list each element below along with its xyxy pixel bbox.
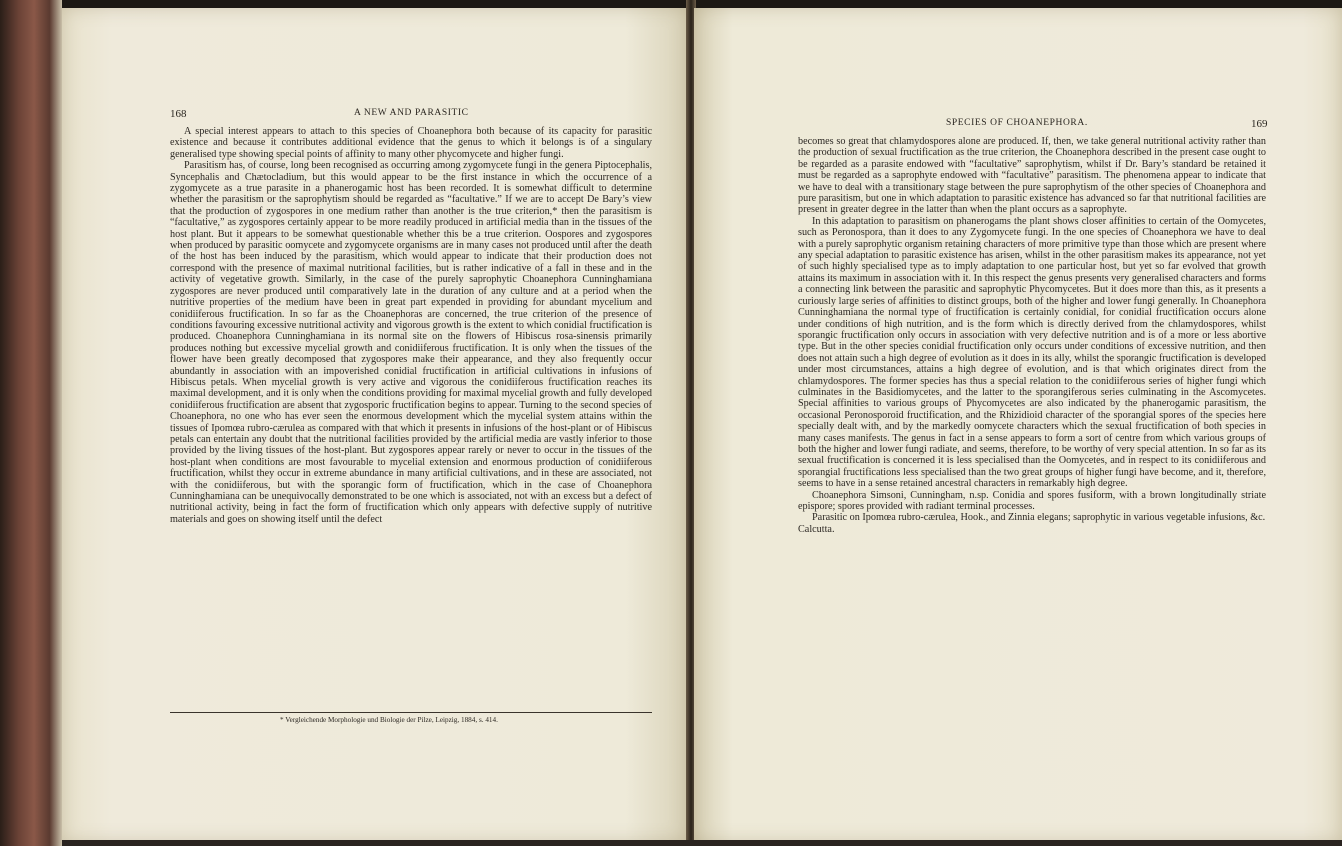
right-running-head: SPECIES OF CHOANEPHORA.: [946, 118, 1088, 128]
right-body-text: [798, 136, 1266, 535]
left-paragraph-1: A special interest appears to attach to this species of Choanephora both because of its capacity for parasitic existence and because it contributes additional evidence that the genus to which it belongs is of a singulary generalised type showing special points of affinity to many other phycomycete and higher fungi.: [170, 126, 652, 160]
left-paragraph-2: Parasitism has, of course, long been recognised as occurring among zygomycete fungi in the genera Piptocephalis, Syncephalis and Chætocladium, but this would appear to be the first instance in which the occurrence of a zygomycete as a true parasite in a phanerogamic host has been recorded. It is somewhat difficult to determine whether the parasitism or the saprophytism should be regarded as “facultative.” If we are to accept De Bary’s view that the production of zygospores in one medium rather than another is the true criterion,* then the parasitism is “facultative,” as zygospores certainly appear to be more readily produced in artificial media than in the tissues of the host plant. But it appears to be somewhat questionable whether this be a true criterion. Oospores and zygospores when produced by parasitic oomycete and zygomycete organisms are in many cases not produced until after the death of the host has been induced by the parasitism, which would appear to indicate that their production does not correspond with the presence of maximal nutritional facilities, but is rather indicative of a fall in these and in the activity of vegetative growth. Similarly, in the case of the purely saprophytic Choanephora Cunninghamiana zygospores are never produced until comparatively late in the duration of any culture and at a period when the nutritive properties of the medium have been in great part expended in providing for abundant mycelium and conidiiferous fructification. In so far as the Choanephoras are concerned, the true criterion of the presence of conditions favouring excessive nutritional activity and vigorous growth is the extent to which conidial fructification is produced. Choanephora Cunninghamiana in its normal site on the flowers of Hibiscus rosa-sinensis primarily produces nothing but excessive mycelial growth and conidiiferous fructification. It is only when the tissues of the flower have been greatly decomposed that zygospores make their appearance, and they also frequently occur abundantly in association with an impoverished conidial fructification in artificial cultivations in infusions of Hibiscus petals. When mycelial growth is very active and vigorous the conidiiferous fructification reaches its maximal development, and it is only when the conditions providing for maximal mycelial growth and fully developed conidiiferous fructification are absent that zygosporic fructification begins to appear. Turning to the second species of Choanephora, no one who has ever seen the enormous development which the mycelial system attains within the tissues of Ipomœa rubro-cærulea as compared with that which it presents in infusions of the host-plant or of Hibiscus petals can entertain any doubt that the nutritional facilities provided by the artificial media are vastly inferior to those provided by the living tissues of the host-plant. But zygospores appear rarely or never to occur in the tissues of the host-plant when conditions are most favourable to mycelial extension and enormous production of conidiiferous fructification, whilst they occur in extreme abundance in many artificial cultivations, and in these are associated, not with the conidiiferous, but with the sporangic form of fructification, which in the case of Choanephora Cunninghamiana can be unequivocally demonstrated to be one which is associated, not with an excess but a defect of nutritional activity, being in fact the form of fructification which only appears with defective supply of nutritive materials and goes on showing itself until the defect: [170, 160, 652, 525]
right-page: [694, 8, 1342, 842]
right-paragraph-2: In this adaptation to parasitism on phanerogams the plant shows closer affinities to certain of the Oomycetes, such as Peronospora, than it does to any Zygomycete fungi. In the one species of Choanephora we have to deal with a purely saprophytic organism retaining characters of more primitive type than those which are present where any special adaptation to parasitic existence has arisen, whilst in the other parasitism makes its appearance, not yet of such highly specialised type as to imply adaptation to one particular host, but yet so far evolved that growth attains its maximum in association with it. In this respect the genus presents very generalised characters and forms a connecting link between the parasitic and saprophytic Phycomycetes. But it does more than this, as it presents a curiously large series of affinities to distinct groups, both of the higher and lower fungi generally. In Choanephora Cunninghamiana the normal type of fructification is certainly conidial, for conidial fructification occurs alone under conditions of high nutrition, and is the form which is directly derived from the chlamydospores, whilst sporangic fructification only occurs in association with very defective nutrition and is of a more or less abortive type. But in the other species conidial fructification only occurs under conditions of excessive nutrition, and then does not attain such a high degree of evolution as it does in its ally, whilst the sporangic fructification is developed under most circumstances, attains a high degree of evolution, and is that which originates direct from the chlamydospores. The former species has thus a special relation to the conidiiferous series of higher fungi which culminates in the Basidiomycetes, and the latter to the sporangiferous series culminating in the Ascomycetes. Special affinities to various groups of Phycomycetes are also indicated by the phanerogamic parasitism, the occasional Peronosporoid fructification, and the Rhizidioid character of the sporangial spores of the species here specially dealt with, and by the markedly oomycete characters which the sexual fructification of both species in many cases manifests. The genus in fact in a sense appears to form a sort of centre from which various groups of both the higher and lower fungi radiate, and seems, therefore, to be worthy of very special attention. In so far as its sexual fructification is concerned it is less specialised than the Oomycetes, and in respect to its conidiiferous and sporangial fructifications less specialised than the two great groups of higher fungi have become, and it, therefore, seems to have in a sense retained ancestral characters in remarkably high degree.: [798, 215, 1266, 490]
footnote: * Vergleichende Morphologie und Biologie der Pilze, Leipzig, 1884, s. 414.: [280, 716, 498, 724]
book-binding-edge: [0, 0, 62, 846]
right-paragraph-1: becomes so great that chlamydospores alone are produced. If, then, we take general nutritional activity rather than the production of sexual fructification as the true criterion, the Choanephora described in the present case ought to be regarded as a parasite endowed with “facultative” saprophytism, whilst if Dr. Bary’s standard be retained it must be regarded as a saprophyte endowed with “facultative” parasitism. The phenomena appear to indicate that we have to deal with a transitionary stage between the pure saprophytism of the other species of Choanephora and pure parasitism, but one in which adaptation to parasitic existence has advanced so far that nutritional facilities are present in greater degree in the latter than when the plant occurs as a saprophyte.: [798, 136, 1266, 216]
footnote-rule: [170, 712, 652, 713]
right-paragraph-5: Calcutta.: [798, 523, 835, 535]
page-bottom-edge: [62, 840, 1342, 846]
left-running-head: A NEW AND PARASITIC: [354, 108, 469, 118]
left-page-number: 168: [170, 108, 187, 120]
left-page: [62, 8, 688, 842]
right-page-number: 169: [1251, 118, 1268, 130]
right-paragraph-3: Choanephora Simsoni, Cunningham, n.sp. Conidia and spores fusiform, with a brown longitudinally striate epispore; spores provided with radiant terminal processes.: [798, 489, 1266, 512]
right-paragraph-4: Parasitic on Ipomœa rubro-cærulea, Hook., and Zinnia elegans; saprophytic in various vegetable infusions, &c.: [812, 512, 1266, 524]
left-body-text: [170, 126, 652, 525]
